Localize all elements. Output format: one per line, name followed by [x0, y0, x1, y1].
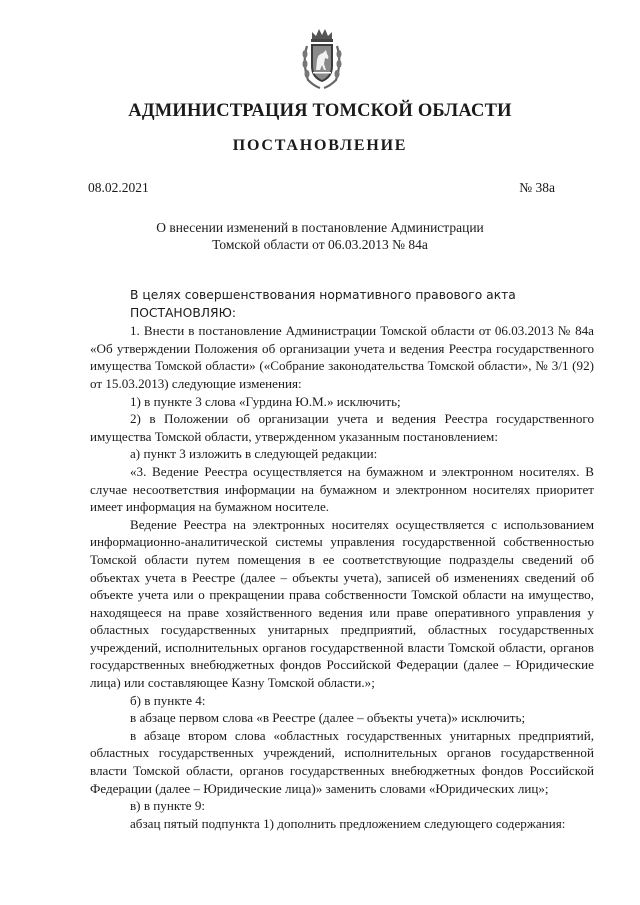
paragraph: в) в пункте 9:: [130, 798, 206, 814]
document-number: № 38а: [519, 180, 555, 195]
paragraph: 1. Внести в постановление Администрации Томской области от 06.03.2013 № 84а «Об утверждении Положения об организации учета и ведения Реестра государственного имущества Томской области» («Собрание законодательства Томской области», № 3/1 (92) от 15.03.2013) следующие изменения:: [90, 323, 594, 391]
coat-of-arms-icon: [300, 26, 344, 90]
document-type: ПОСТАНОВЛЕНИЕ: [232, 137, 408, 154]
document-body: [90, 287, 594, 832]
paragraph: В целях совершенствования нормативного правового акта: [130, 288, 516, 302]
paragraph: абзац пятый подпункта 1) дополнить предложением следующего содержания:: [130, 815, 566, 831]
resolution-keyword: ПОСТАНОВЛЯЮ:: [130, 305, 237, 320]
subject-line: Томской области от 06.03.2013 № 84а: [212, 237, 428, 252]
paragraph: «3. Ведение Реестра осуществляется на бумажном и электронном носителях. В случае несоответствия информации на бумажном и электронном носителях приоритет имеет информация на бумажном носителе.: [90, 463, 594, 515]
document-subject: [140, 219, 500, 253]
paragraph: б) в пункте 4:: [130, 692, 206, 708]
subject-line: О внесении изменений в постановление Администрации: [156, 220, 484, 235]
paragraph: Ведение Реестра на электронных носителях осуществляется с использованием информационно-аналитической системы управления государственной собственностью Томской области путем помещения в ее соответствующие подразделы сведений об объектах учета в Реестре (далее – объекты учета), записей об изменениях сведений об объекте учета или о прекращении права собственности Томской области на имущество, находящееся на праве хозяйственного ведения или праве оперативного управления у областных государственных унитарных предприятий, областных государственных учреждений, исполнительных органов государственной власти Томской области, органов государственных внебюджетных фондов Российской Федерации (далее – Юридические лица) или составляющее Казну Томской области.»;: [90, 516, 594, 691]
paragraph: 2) в Положении об организации учета и ведения Реестра государственного имущества Томской области, утвержденном указанным постановлением:: [90, 411, 594, 444]
paragraph: 1) в пункте 3 слова «Гурдина Ю.М.» исключить;: [130, 393, 401, 409]
organization-title: АДМИНИСТРАЦИЯ ТОМСКОЙ ОБЛАСТИ: [128, 101, 512, 121]
paragraph: а) пункт 3 изложить в следующей редакции:: [130, 446, 378, 462]
paragraph: в абзаце втором слова «областных государственных унитарных предприятий, областных государственных учреждений, исполнительных органов государственной власти Томской области, органов государственных внебюджетных фондов Российской Федерации (далее – Юридические лица)» заменить словами «Юридических лиц»;: [90, 727, 594, 796]
document-date: 08.02.2021: [88, 180, 149, 195]
paragraph: в абзаце первом слова «в Реестре (далее – объекты учета)» исключить;: [130, 710, 526, 726]
